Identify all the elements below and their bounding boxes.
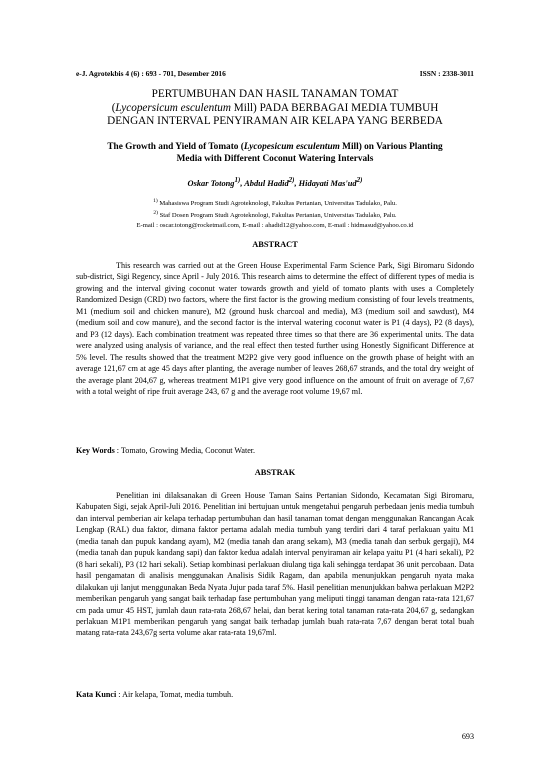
paper-page xyxy=(76,0,474,777)
author-2: Abdul Hadid xyxy=(244,178,289,188)
title-line-1: PERTUMBUHAN DAN HASIL TANAMAN TOMAT xyxy=(151,88,399,100)
author-list: Oskar Totong$^{1)}$, Abdul Hadid$^{2)}$, Hidayati $Mas'ud^{2)}$ xyxy=(187,176,363,188)
english-title: The Growth and Yield of Tomato (Lycopesicum esculentum Mill) on Various Planting Media with Different Coconut Watering Intervals xyxy=(107,142,443,164)
title-species: Lycopersicum esculentum xyxy=(115,101,231,114)
page-number: 693 xyxy=(461,732,474,741)
issn: ISSN : 2338-3011 xyxy=(419,69,474,78)
keywords: Key Words : Tomato, Growing Media, Coconut Water. xyxy=(76,446,256,455)
kata-kunci: Kata Kunci : Air kelapa, Tomat, media tumbuh. xyxy=(76,690,234,699)
paper-title xyxy=(76,88,474,129)
abstract-text: This research was carried out at the Green House Experimental Farm Science Park, Sigi Biromaru Sidondo sub-district, Sigi Regency, since April - July 2016. This research aims to determine the effect of different types of media is growing and the interval giving coconut water towards growth and yield of tomato plants with uses a Completely Randomized Design (CRD) two factors, where the first factor is the growing medium consisting of four levels treatments, M1 (medium soil and chicken manure), M2 (ground husk charcoal and media), M3 (medium soil and sawdust), M4 (medium soil and cow manure), and the second factor is the interval watering coconut water is P1 (4 days), P2 (8 days), and P3 (12 days). Each combination treatment was repeated three times so that there are 36 experimental units. The data were analyzed using analysis of variance, and the real effect then tested further using Honestly Significant Difference at 5% level. The results showed that the treatment M2P2 give very good influence on the growth phase of height with an average 121,67 cm at age 45 days after planting, the average number of leaves 268,67 strands, and the total dry weight of the average plant 204,67 g, whereas treatment M1P1 give very good influence on the amount of fruit on average of 7,67 with a total weight of ripe fruit average 243, 67 g and the average root volume 19,67 ml. xyxy=(76,261,474,396)
abstrak-heading: ABSTRAK xyxy=(254,468,296,477)
subtitle-species: Lycopesicum esculentum xyxy=(243,142,340,152)
affiliations: $^{1)}$ Mahasiswa Program Studi Agroteknologi, Fakultas Pertanian, Universitas Tadulako, Palu. $^{2)}$ Staf Dosen Program Studi Agroteknologi, Fakultas Pertanian, Universitas Tadulako, Palu. E-mail : oscar.totong@rocketmail.com, E-mail : ahadid12@yahoo.com, E-mail : hidmasud@yahoo.co.id xyxy=(76,197,474,230)
journal-citation: e-J. Agrotekbis 4 (6) : 693 - 701, Desember 2016 xyxy=(76,69,226,78)
abstrak-text: Penelitian ini dilaksanakan di Green House Taman Sains Pertanian Sidondo, Kecamatan Sigi Biromaru, Kabupaten Sigi, sejak April-Juli 2016. Penelitian ini bertujuan untuk mengetahui pengaruh perbedaan jenis media tumbuh dan interval pemberian air kelapa terhadap pertumbuhan dan hasil tanaman tomat dengan menggunakan Rancangan Acak Lengkap (RAL) dua faktor, dimana faktor pertama adalah media tumbuh yang terdiri dari 4 taraf perlakuan yaitu M1 (media tanah dan pupuk kandang ayam), M2 (media tanah dan arang sekam), M3 (media tanah dan serbuk gergaji), M4 (media tanah dan pupuk kandang sapi) dan faktor kedua adalah interval penyiraman air kelapa yaitu P1 (4 hari sekali), P2 (8 hari sekali), P3 (12 hari sekali). Setiap kombinasi perlakuan diulang tiga kali sehingga terdapat 36 unit percobaan. Data hasil pengamatan di analisis menggunakan Analisis Sidik Ragam, dan apabila menunjukkan pengaruh nyata maka dilakukan uji lanjut menggunakan Beda Nyata Jujur pada taraf 5%. Hasil penelitian menunjukkan bahwa perlakuan M2P2 memberikan pengaruh yang sangat baik terhadap fase pertumbuhan yang meliputi tinggi tanaman dengan rata-rata 121,67 cm pada umur 45 HST, jumlah daun rata-rata 268,67 helai, dan berat kering total tanaman rata-rata 204,67 g, sedangkan perlakuan M1P1 memberikan pengaruh yang sangat baik terhadap jumlah buah rata-rata 7,67 dengan berat total buah matang rata-rata 243,67g serta volume akar rata-rata 19,67ml. xyxy=(76,491,474,638)
title-line-2: (Lycopersicum esculentum Mill) PADA BERBAGAI MEDIA TUMBUH xyxy=(111,101,439,114)
author-3: Hidayati Mas'ud xyxy=(298,178,357,188)
email-line: E-mail : oscar.totong@rocketmail.com, E-mail : ahadid12@yahoo.com, E-mail : hidmasud@yahoo.co.id xyxy=(136,221,414,229)
author-1: Oskar Totong xyxy=(187,178,235,188)
abstract-heading: ABSTRACT xyxy=(252,240,298,249)
title-line-3: DENGAN INTERVAL PENYIRAMAN AIR KELAPA YANG BERBEDA xyxy=(107,115,443,128)
